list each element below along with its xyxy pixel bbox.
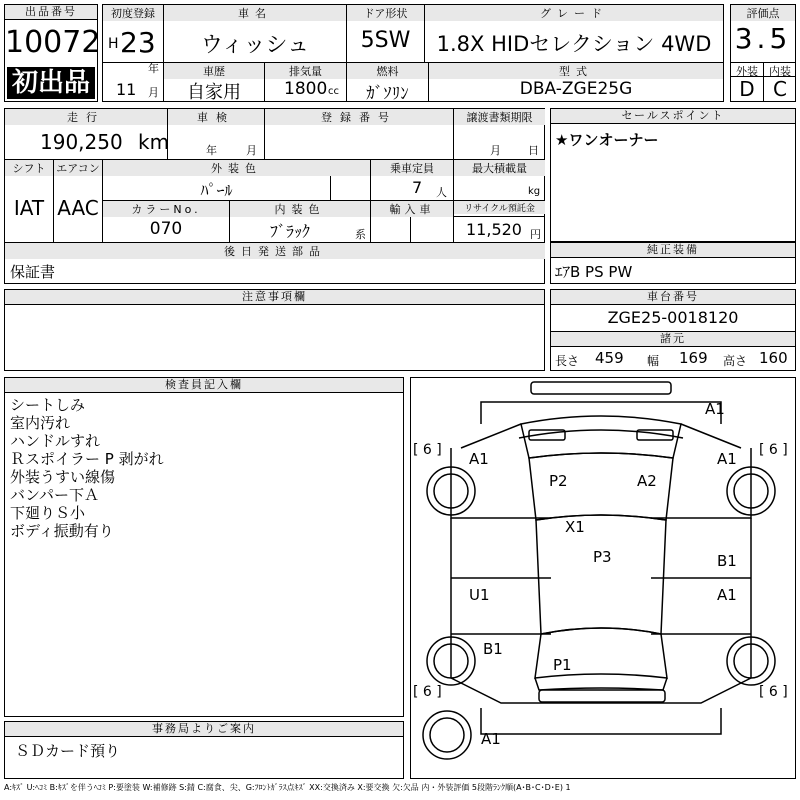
damage-mark: B1 (717, 552, 737, 570)
damage-mark: A1 (717, 450, 737, 468)
equipment-label: 純正装備 (551, 243, 795, 258)
length-value: 459 (595, 349, 624, 367)
recycle-value: 11,520 (466, 220, 522, 239)
damage-mark: A1 (705, 400, 725, 418)
interior-color-label: 内装色 (230, 201, 370, 217)
later-parts-value: 保証書 (10, 263, 56, 281)
caution-box (4, 289, 545, 371)
damage-mark: U1 (469, 586, 490, 604)
inspector-note: ハンドルすれ (10, 432, 101, 450)
damage-mark: P1 (553, 656, 572, 674)
aircon-label: エアコン (54, 160, 102, 176)
tire-depth: [ 6 ] (759, 684, 788, 700)
load-label: 最大積載量 (454, 160, 545, 176)
shift-label: シフト (5, 160, 53, 176)
inspection-year-unit: 年 (206, 144, 217, 157)
reg-era: H (108, 36, 119, 52)
aircon-value: AAC (57, 196, 99, 220)
door-label: ドア形状 (347, 5, 424, 21)
load-unit: kg (528, 186, 541, 197)
grade-value: 1.8X HIDセレクション 4WD (436, 32, 712, 56)
inspector-note: 外装うすい線傷 (10, 468, 116, 486)
reg-year-unit: 年 (148, 62, 159, 75)
damage-mark: A2 (637, 472, 657, 490)
later-parts-label: 後日発送部品 (5, 243, 545, 259)
sales-label: セールスポイント (551, 109, 795, 124)
office-box (4, 721, 404, 779)
interior-color-value: ﾌﾞﾗｯｸ (269, 222, 310, 241)
car-diagram (411, 378, 795, 778)
chassis-number: ZGE25-0018120 (607, 308, 739, 327)
damage-mark: X1 (565, 518, 585, 536)
damage-mark: A1 (469, 450, 489, 468)
name-label: 車名 (164, 5, 346, 21)
inspector-note: シートしみ (10, 396, 86, 414)
inspector-note: Ｒスポイラー P 剥がれ (10, 450, 164, 468)
sales-point: ★ワンオーナー (555, 131, 659, 149)
score-value: 3.5 (734, 22, 792, 55)
lot-box (4, 4, 101, 102)
fuel-value: ｶﾞｿﾘﾝ (366, 84, 409, 104)
reg-label: 初度登録 (103, 5, 163, 21)
chassis-box (550, 289, 796, 371)
cc-unit: cc (328, 86, 339, 97)
capacity-label: 乗車定員 (371, 160, 453, 176)
inspector-note: バンパー下Ａ (10, 486, 99, 504)
equipment-value: ｴｱB PS PW (555, 263, 633, 281)
mileage-label: 走行 (5, 109, 167, 125)
car-name: ウィッシュ (200, 33, 310, 58)
dims-label: 諸元 (551, 331, 795, 347)
color-label: 外装色 (103, 160, 370, 176)
lot-label: 出品番号 (5, 5, 97, 20)
office-note: ＳＤカード預り (15, 742, 121, 760)
grade-label: グレード (425, 5, 723, 21)
transfer-day-unit: 日 (528, 144, 539, 157)
inspector-note: 下廻りＳ小 (10, 504, 86, 522)
inspection-label: 車検 (168, 109, 264, 125)
tire-depth: [ 6 ] (413, 442, 442, 458)
transfer-month-unit: 月 (490, 144, 501, 157)
reg-year: 23 (120, 26, 156, 59)
mileage-unit: km (138, 130, 170, 154)
transfer-label: 譲渡書類期限 (454, 109, 545, 125)
import-label: 輸入車 (371, 201, 453, 217)
length-label: 長さ (555, 354, 580, 368)
door-type: 5SW (360, 28, 411, 53)
first-listing-badge: 初出品 (7, 67, 95, 99)
chassis-label: 車台番号 (551, 290, 795, 305)
model-label: 型式 (429, 63, 723, 79)
height-label: 高さ (723, 354, 748, 368)
history-value: 自家用 (187, 82, 241, 103)
color-no-label: カラーNo. (103, 201, 229, 217)
model-code: DBA-ZGE25G (519, 79, 633, 99)
fuel-label: 燃料 (347, 63, 428, 79)
inspection-month-unit: 月 (246, 144, 257, 157)
inspector-label: 検査員記入欄 (5, 378, 403, 393)
displacement-label: 排気量 (265, 63, 346, 79)
capacity-value: 7 (412, 178, 423, 197)
interior-label: 内装 (769, 65, 791, 78)
tire-depth: [ 6 ] (759, 442, 788, 458)
office-label: 事務局よりご案内 (5, 722, 403, 737)
history-label: 車歴 (164, 63, 264, 79)
reg-month: 11 (116, 80, 137, 99)
width-label: 幅 (647, 354, 660, 368)
inspector-note: ボディ振動有り (10, 522, 114, 540)
sales-box (550, 108, 796, 242)
lot-number: 10072 (5, 25, 101, 60)
mileage-value: 190,250 (40, 130, 123, 154)
plate-label: 登録番号 (265, 109, 453, 125)
color-value: ﾊﾟｰﾙ (200, 181, 233, 200)
tire-depth: [ 6 ] (413, 684, 442, 700)
inspector-notes (10, 396, 164, 540)
capacity-unit: 人 (436, 186, 447, 199)
shift-value: IAT (13, 196, 45, 220)
interior-color-suffix: 系 (355, 228, 366, 241)
interior-grade: C (773, 77, 787, 101)
exterior-grade: D (739, 77, 755, 101)
exterior-label: 外装 (736, 65, 758, 78)
recycle-unit: 円 (530, 228, 541, 241)
reg-month-unit: 月 (148, 86, 159, 99)
caution-label: 注意事項欄 (5, 290, 544, 305)
recycle-label: リサイクル預託金 (454, 201, 545, 214)
inspector-box (4, 377, 404, 717)
damage-mark: A1 (717, 586, 737, 604)
damage-mark: P3 (593, 548, 612, 566)
height-value: 160 (759, 349, 788, 367)
width-value: 169 (679, 349, 708, 367)
damage-mark: P2 (549, 472, 568, 490)
score-label: 評価点 (731, 5, 795, 21)
damage-mark: B1 (483, 640, 503, 658)
displacement-value: 1800 (284, 79, 328, 99)
car-diagram-box (410, 377, 796, 779)
color-no-value: 070 (149, 219, 183, 239)
inspector-note: 室内汚れ (10, 414, 71, 432)
equipment-box (550, 242, 796, 284)
legend: A:ｷｽﾞ U:ﾍｺﾐ B:ｷｽﾞを伴うﾍｺﾐ P:要塗装 W:補修跡 S:錆 C:腐食、尖、G:ﾌﾛﾝﾄｶﾞﾗｽ点ｷｽﾞ XX:交換済み X:要交換 欠:欠品 内・外装評価 5段階ﾗﾝｸ順(A･B･C･D･E) 1 (4, 783, 571, 792)
damage-mark: A1 (481, 730, 501, 748)
